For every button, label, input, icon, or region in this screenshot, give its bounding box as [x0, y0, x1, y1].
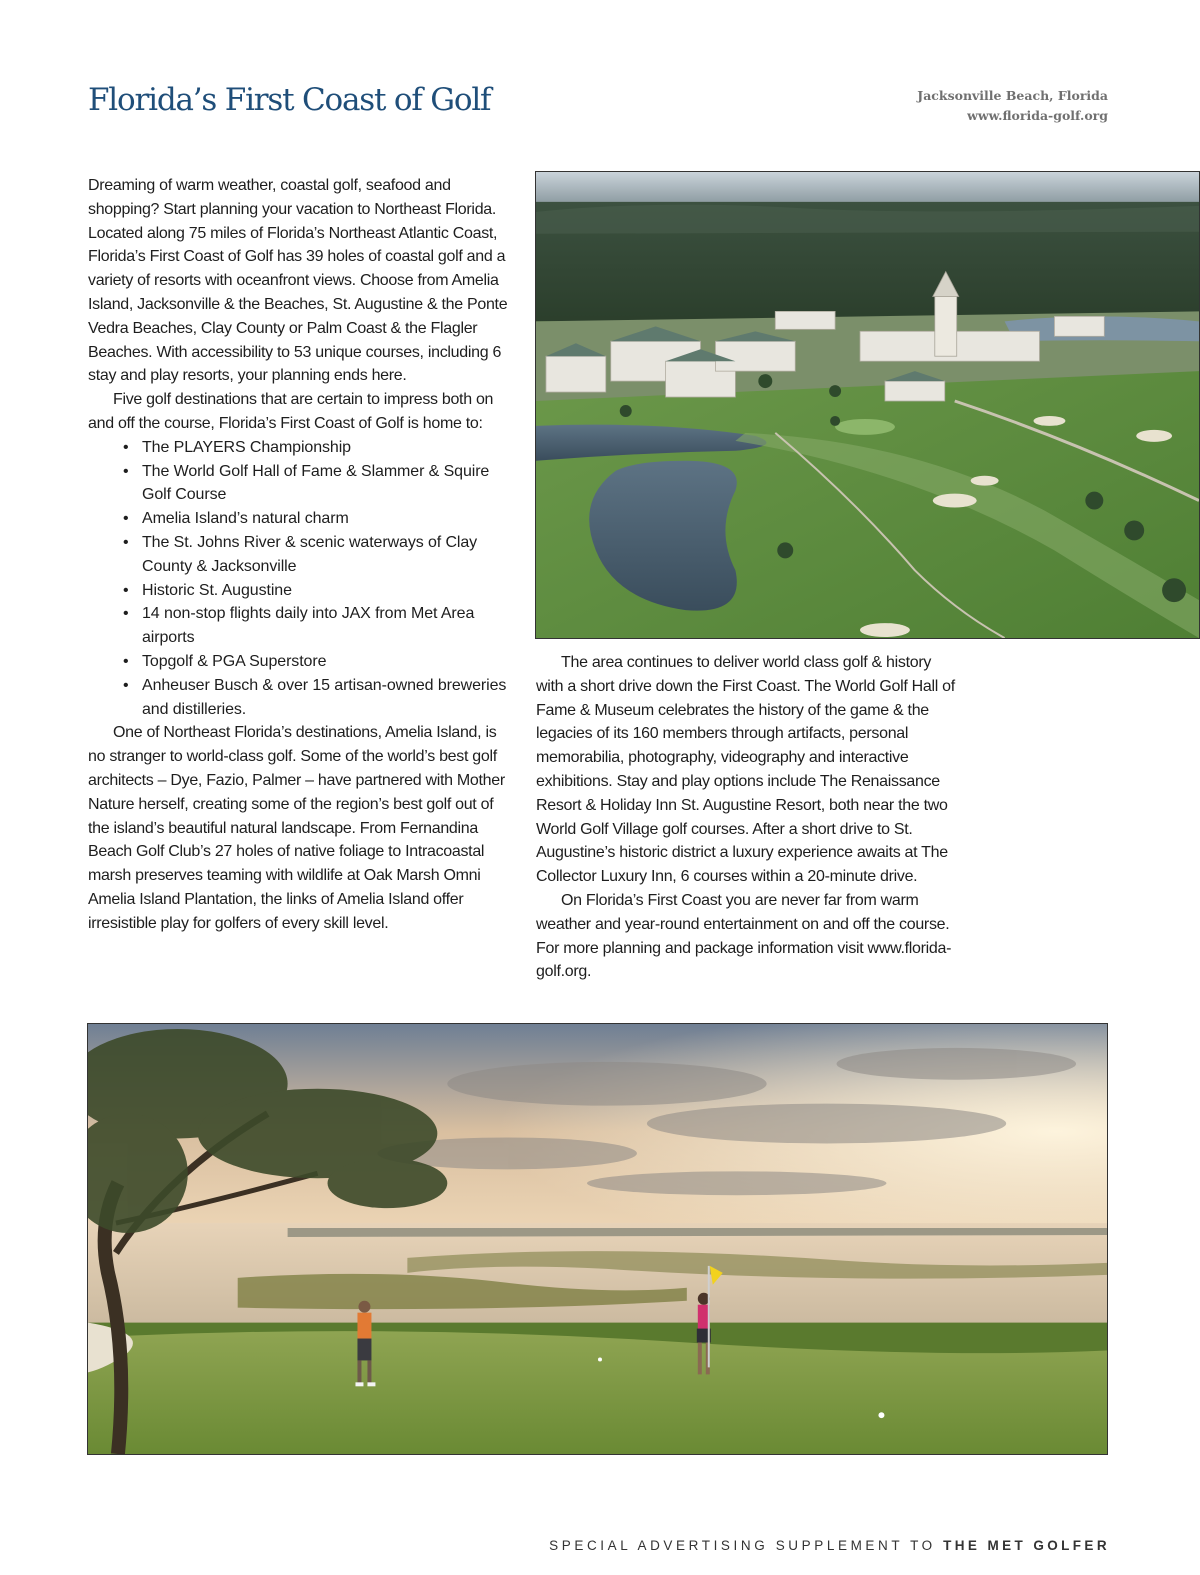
location-text: Jacksonville Beach, Florida — [917, 88, 1108, 103]
location-block — [917, 86, 1108, 126]
list-item: • Historic St. Augustine — [142, 579, 516, 603]
list-item: • The World Golf Hall of Fame & Slammer & Squire Golf Course — [142, 460, 516, 508]
aerial-resort-illustration — [536, 172, 1199, 638]
destinations-list — [88, 436, 516, 722]
list-item: • Topgolf & PGA Superstore — [142, 650, 516, 674]
footer-prefix: SPECIAL ADVERTISING SUPPLEMENT TO — [549, 1538, 936, 1553]
page-title: Florida’s First Coast of Golf — [88, 82, 491, 118]
website-link[interactable]: www.florida-golf.org — [967, 108, 1108, 123]
amelia-island-paragraph: One of Northeast Florida’s destinations, Amelia Island, is no stranger to world-class golf. Some of the world’s best golf architects – Dye, Fazio, Palmer – have partnered with Mother Nature herself, creating some of the region’s best golf out of the island’s beautiful natural landscape. From Fernandina Beach Golf Club’s 27 holes of native foliage to Intracoastal marsh preserves teaming with wildlife at Oak Marsh Omni Amelia Island Plantation, the links of Amelia Island offer irresistible play for golfers of every skill level. — [88, 724, 505, 932]
aerial-resort-photo — [535, 171, 1200, 639]
list-item: • Amelia Island’s natural charm — [142, 507, 516, 531]
footer-brand: THE MET GOLFER — [943, 1538, 1110, 1553]
left-column — [88, 174, 516, 936]
list-item: • The PLAYERS Championship — [142, 436, 516, 460]
list-item: • Anheuser Busch & over 15 artisan-owned breweries and distilleries. — [142, 674, 516, 722]
footer — [549, 1538, 1110, 1553]
list-item: • The St. Johns River & scenic waterways of Clay County & Jacksonville — [142, 531, 516, 579]
sunset-golf-photo — [87, 1023, 1108, 1455]
sunset-golf-illustration — [88, 1024, 1107, 1454]
history-paragraph: The area continues to deliver world class golf & history with a short drive down the First Coast. The World Golf Hall of Fame & Museum celebrates the history of the game & the legacies of its 160 members through artifacts, personal memorabilia, photography, videography and interactive exhibitions. Stay and play options include The Renaissance Resort & Holiday Inn St. Augustine Resort, both near the two World Golf Village golf courses. After a short drive to St. Augustine’s historic district a luxury experience awaits at The Collector Luxury Inn, 6 courses within a 20-minute drive. — [536, 654, 955, 886]
closing-paragraph: On Florida’s First Coast you are never far from warm weather and year-round entertainment on and off the course. For more planning and package information visit www.florida-golf.org. — [536, 891, 952, 981]
destinations-paragraph: Five golf destinations that are certain to impress both on and off the course, Florida’s First Coast of Golf is home to: — [88, 391, 494, 432]
right-column — [536, 651, 960, 984]
list-item: • 14 non-stop flights daily into JAX from Met Area airports — [142, 602, 516, 650]
intro-paragraph: Dreaming of warm weather, coastal golf, seafood and shopping? Start planning your vacation to Northeast Florida. Located along 75 miles of Florida’s Northeast Atlantic Coast, Florida’s First Coast of Golf has 39 holes of coastal golf and a variety of resorts with oceanfront views. Choose from Amelia Island, Jacksonville & the Beaches, St. Augustine & the Ponte Vedra Beaches, Clay County or Palm Coast & the Flagler Beaches. With accessibility to 53 unique courses, including 6 stay and play resorts, your planning ends here. — [88, 177, 508, 385]
